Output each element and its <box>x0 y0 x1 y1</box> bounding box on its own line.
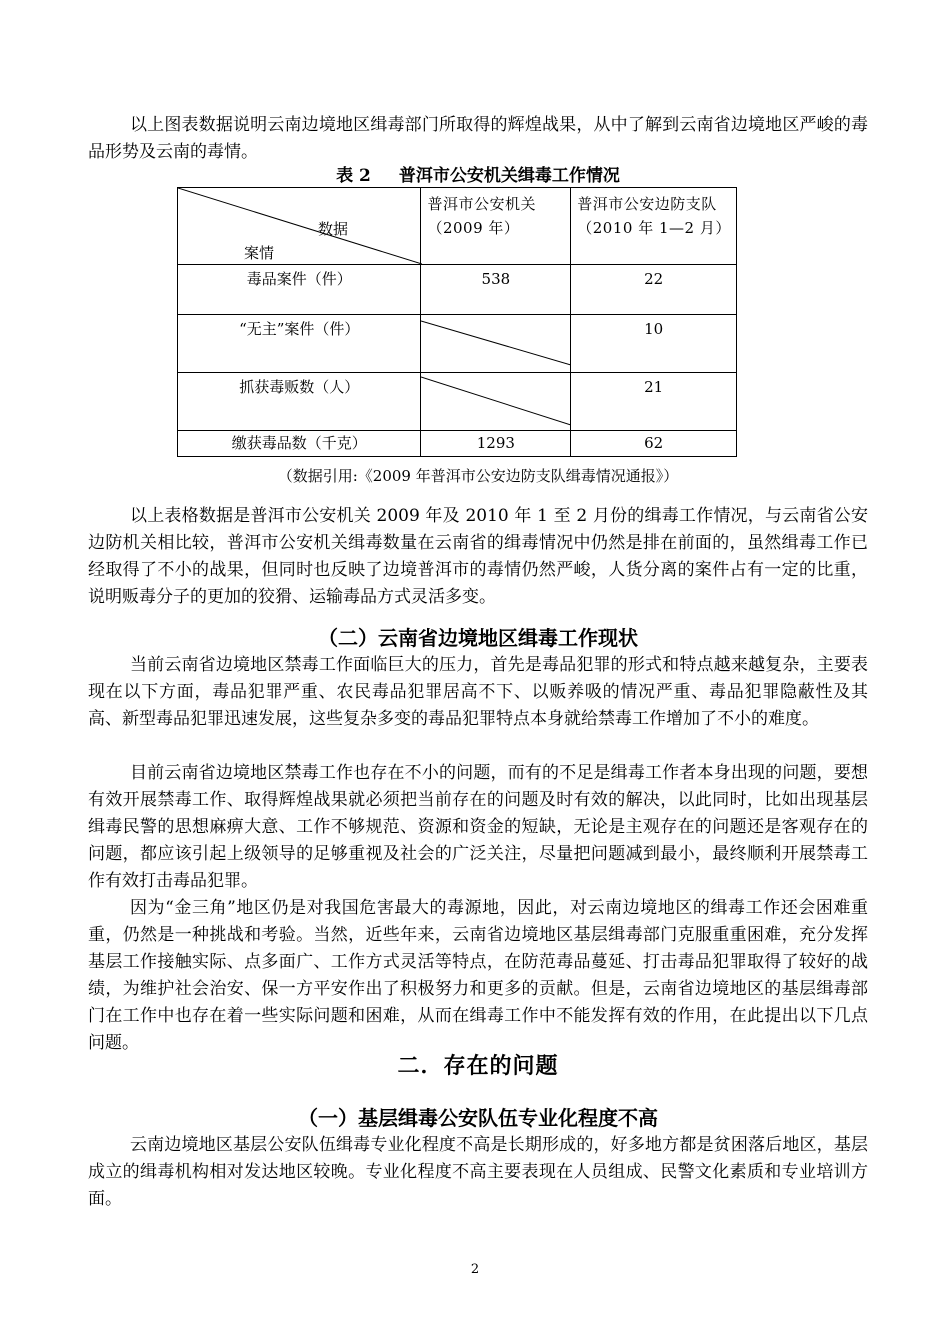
drug-enforcement-table <box>177 187 737 457</box>
corner-diagonal-line <box>178 188 422 264</box>
table-row <box>178 431 737 457</box>
row-label: “无主”案件（件） <box>178 315 421 373</box>
table-row <box>178 265 737 315</box>
row-value-col1-empty <box>421 373 571 431</box>
row-label: 缴获毒品数（千克） <box>178 431 421 457</box>
row-value-col2: 21 <box>571 373 737 431</box>
section-two-paragraph-3: 因为“金三角”地区仍是对我国危害最大的毒源地，因此，对云南边境地区的缉毒工作还会困难重重，仍然是一种挑战和考验。当然，近些年来，云南省边境地区基层缉毒部门克服重重困难，充分发挥基层工作接触实际、点多面广、工作方式灵活等特点，在防范毒品蔓延、打击毒品犯罪取得了较好的战绩，为维护社会治安、保一方平安作出了积极努力和更多的贡献。但是，云南省边境地区的基层缉毒部门在工作中也存在着一些实际问题和困难，从而在缉毒工作中不能发挥有效的作用，在此提出以下几点问题。 <box>88 898 868 1053</box>
subsection-one-heading: （一）基层缉毒公安队伍专业化程度不高 <box>298 1106 658 1130</box>
table-analysis-paragraph: 以上表格数据是普洱市公安机关 2009 年及 2010 年 1 至 2 月份的缉毒工作情况，与云南省公安边防机关相比较，普洱市公安机关缉毒数量在云南省的缉毒情况中仍然是排在前面的，虽然缉毒工作已经取得了不小的战果，但同时也反映了边境普洱市的毒情仍然严峻，人货分离的案件占有一定的比重，说明贩毒分子的更加的狡猾、运输毒品方式灵活多变。 <box>88 506 868 607</box>
column-header-puer-police <box>421 188 571 265</box>
corner-bottom-label: 案情 <box>244 244 275 262</box>
table-caption-title: 普洱市公安机关缉毒工作情况 <box>398 166 620 186</box>
column-header-border-detachment <box>571 188 737 265</box>
section-two-paragraph-1: 当前云南省边境地区禁毒工作面临巨大的压力，首先是毒品犯罪的形式和特点越来越复杂，主要表现在以下方面，毒品犯罪严重、农民毒品犯罪居高不下、以贩养吸的情况严重、毒品犯罪隐蔽性及其高、新型毒品犯罪迅速发展，这些复杂多变的毒品犯罪特点本身就给禁毒工作增加了不小的难度。 <box>88 655 868 729</box>
table-source-note: （数据引用:《2009 年普洱市公安边防支队缉毒情况通报》） <box>277 467 679 485</box>
table-corner-header <box>178 188 421 265</box>
row-value-col1: 1293 <box>421 431 571 457</box>
page-number: 2 <box>470 1262 480 1277</box>
section-two-heading: （二）云南省边境地区缉毒工作现状 <box>318 626 638 650</box>
table-caption <box>88 164 868 188</box>
column-header-puer-police-text: 普洱市公安机关（2009 年） <box>427 195 536 237</box>
row-value-col2: 10 <box>571 315 737 373</box>
table-caption-number: 表 2 <box>336 166 371 186</box>
row-value-col2: 62 <box>571 431 737 457</box>
corner-top-label: 数据 <box>318 220 349 238</box>
row-value-col1: 538 <box>421 265 571 315</box>
section-two-paragraph-2: 目前云南省边境地区禁毒工作也存在不小的问题，而有的不足是缉毒工作者本身出现的问题，要想有效开展禁毒工作、取得辉煌战果就必须把当前存在的问题及时有效的解决，以此同时，比如出现基层缉毒民警的思想麻痹大意、工作不够规范、资源和资金的短缺，无论是主观存在的问题还是客观存在的问题，都应该引起上级领导的足够重视及社会的广泛关注，尽量把问题减到最小，最终顺利开展禁毒工作有效打击毒品犯罪。 <box>88 763 868 891</box>
intro-paragraph: 以上图表数据说明云南边境地区缉毒部门所取得的辉煌战果，从中了解到云南省边境地区严峻的毒品形势及云南的毒情。 <box>88 115 868 162</box>
chapter-heading: 二．存在的问题 <box>397 1054 559 1079</box>
row-value-col2: 22 <box>571 265 737 315</box>
empty-cell-diagonal-line <box>421 315 571 373</box>
table-row <box>178 373 737 431</box>
row-label: 抓获毒贩数（人） <box>178 373 421 431</box>
column-header-border-detachment-text: 普洱市公安边防支队（2010 年 1—2 月） <box>577 195 731 237</box>
table-row <box>178 315 737 373</box>
row-label: 毒品案件（件） <box>178 265 421 315</box>
subsection-one-paragraph: 云南边境地区基层公安队伍缉毒专业化程度不高是长期形成的，好多地方都是贫困落后地区，基层成立的缉毒机构相对发达地区较晚。专业化程度不高主要表现在人员组成、民警文化素质和专业培训方面。 <box>88 1135 868 1209</box>
empty-cell-diagonal-line <box>421 373 571 431</box>
row-value-col1-empty <box>421 315 571 373</box>
